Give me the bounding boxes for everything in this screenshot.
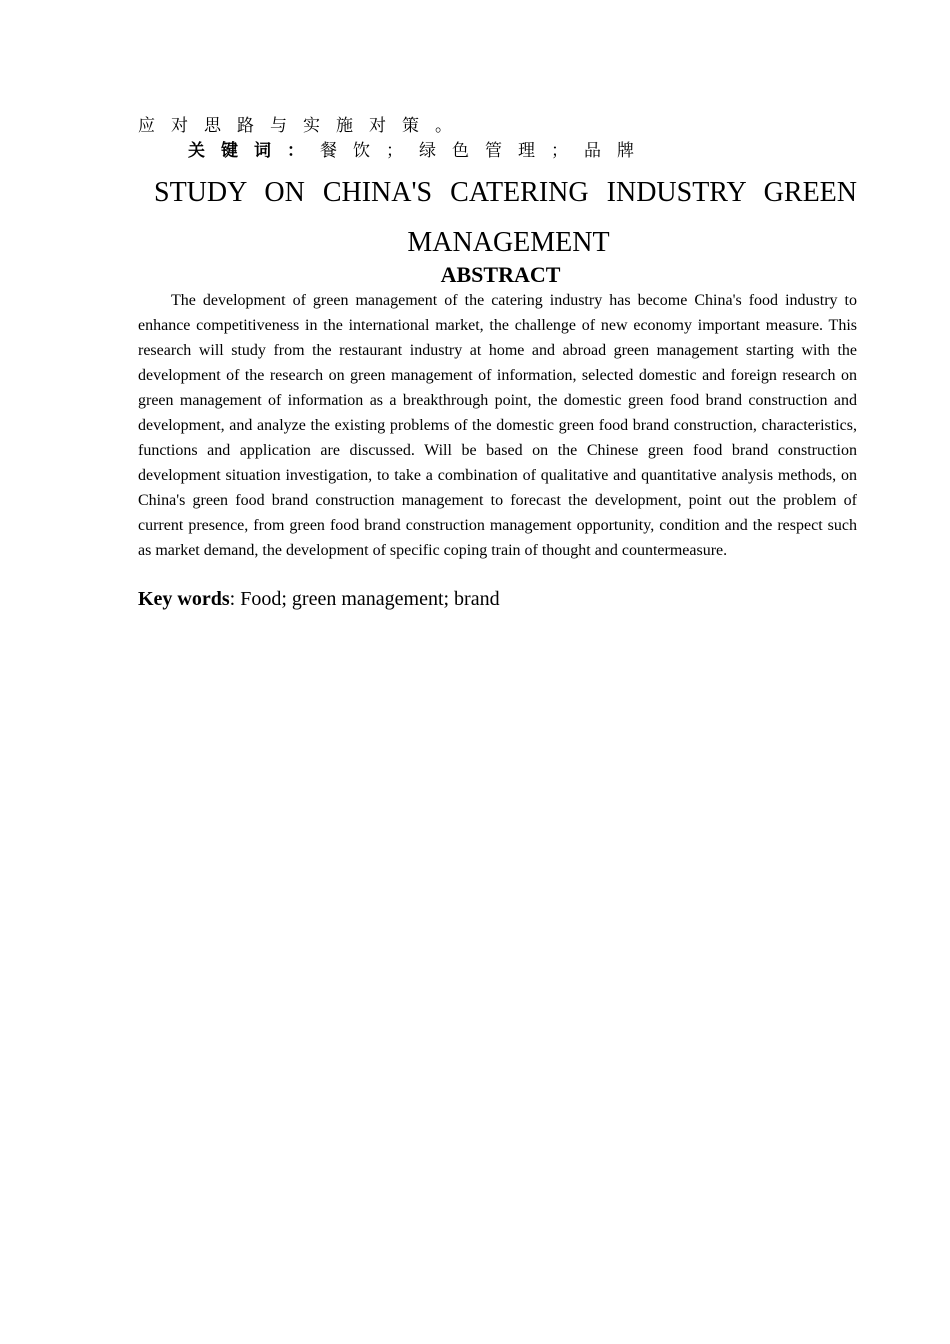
english-title-line1: STUDY ON CHINA'S CATERING INDUSTRY GREEN	[154, 177, 857, 208]
english-keywords-value: : Food; green management; brand	[229, 588, 500, 610]
chinese-keywords-colon: ：	[287, 141, 320, 161]
abstract-body: The development of green management of the catering industry has become China's food industry to enhance competitiveness in the international market, the challenge of new economy important measure. This research will study from the restaurant industry at home and abroad green management starting with the development of the research on green management of information, selected domestic and foreign research on green management of information as a breakthrough point, the domestic green food brand construction and development, and analyze the existing problems of the domestic green food brand construction, characteristics, functions and application are discussed. Will be based on the Chinese green food brand construction development situation investigation, to take a combination of qualitative and quantitative analysis methods, on China's green food brand construction management to forecast the development, point out the problem of current presence, from green food brand construction management opportunity, condition and the respect such as market demand, the development of specific coping train of thought and countermeasure.	[138, 292, 857, 559]
chinese-abstract-continuation: 应对思路与实施对策。	[138, 116, 468, 136]
chinese-keywords-label: 关键词	[188, 141, 287, 161]
english-title	[138, 168, 857, 268]
english-title-line2: MANAGEMENT	[407, 227, 610, 258]
english-keywords-label: Key words	[138, 588, 230, 610]
english-keywords	[138, 586, 500, 612]
chinese-keywords	[188, 139, 650, 163]
chinese-keywords-value: 餐饮；绿色管理；品牌	[320, 141, 650, 161]
abstract-heading: ABSTRACT	[440, 262, 561, 287]
